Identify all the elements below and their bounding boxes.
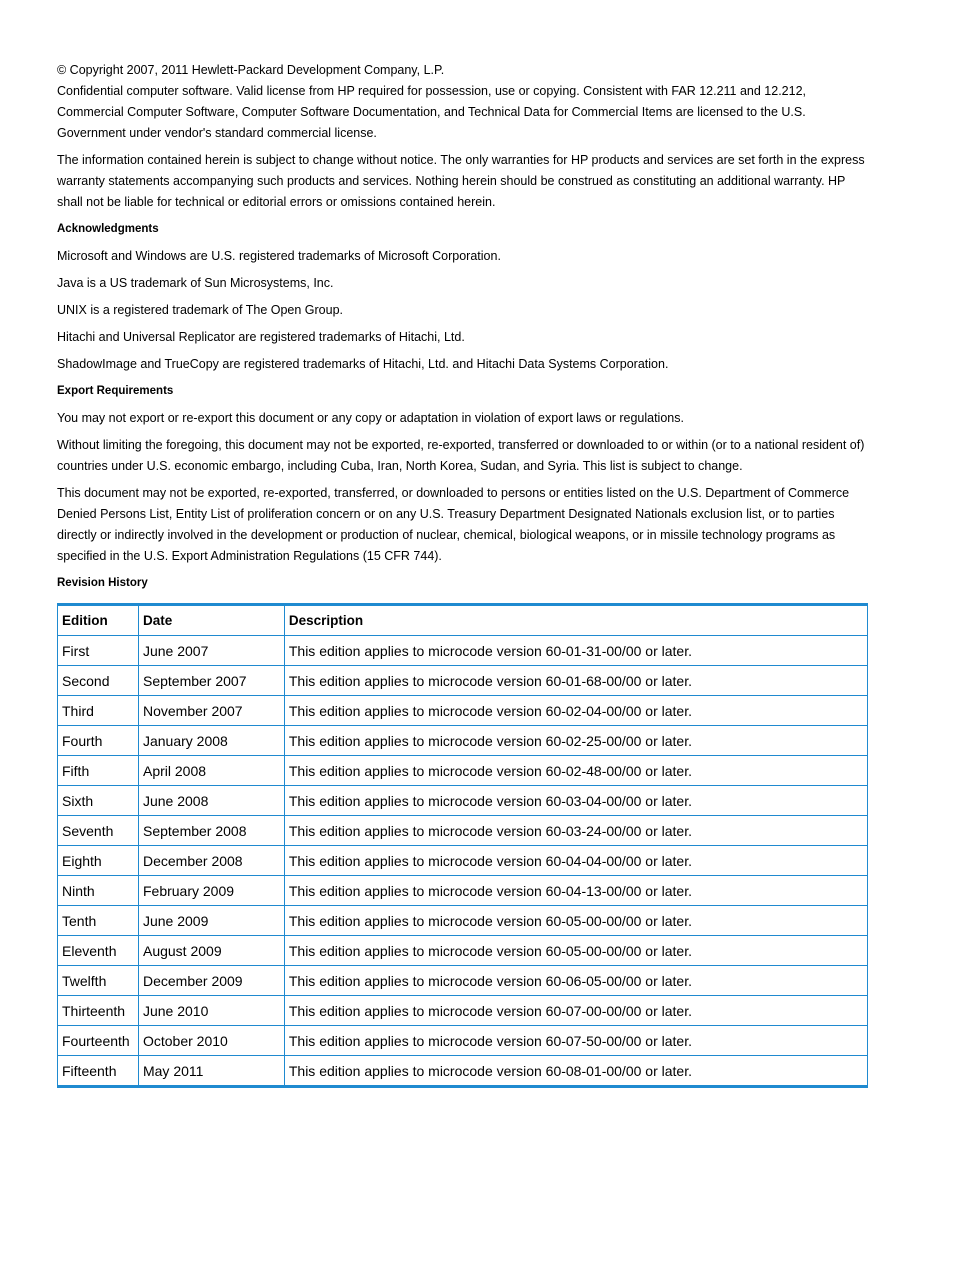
table-row — [58, 816, 868, 846]
table-row — [58, 876, 868, 906]
trademark-unix: UNIX is a registered trademark of The Open Group. — [57, 303, 344, 317]
cell-description: This edition applies to microcode version 60-07-50-00/00 or later. — [284, 1026, 867, 1056]
cell-date: May 2011 — [138, 1056, 284, 1087]
revision-history-heading: Revision History — [57, 577, 148, 589]
export-paragraph-3: This document may not be exported, re-exported, transferred, or downloaded to persons or entities listed on the U.S. Department of Commerce Denied Persons List, Entity List of proliferation concern or on any U.S. Treasury Department Designated Nationals exclusion list, or to parties directly or indirectly involved in the development or production of nuclear, chemical, biological weapons, or in missile technology programs as specified in the U.S. Export Administration Regulations (15 CFR 744). — [57, 486, 850, 563]
table-row — [58, 966, 868, 996]
license-paragraph: Confidential computer software. Valid license from HP required for possession, use or copying. Consistent with FAR 12.211 and 12.212, Commercial Computer Software, Computer Software Documentation, and Technical Data for Commercial Items are licensed to the U.S. Government under vendor's standard commercial license. — [57, 84, 807, 140]
table-row — [58, 1056, 868, 1087]
table-header-row — [58, 605, 868, 636]
table-row — [58, 996, 868, 1026]
cell-date: February 2009 — [138, 876, 284, 906]
cell-edition: Fifth — [58, 756, 139, 786]
cell-edition: Eleventh — [58, 936, 139, 966]
cell-description: This edition applies to microcode version 60-03-24-00/00 or later. — [284, 816, 867, 846]
cell-description: This edition applies to microcode version 60-01-31-00/00 or later. — [284, 636, 867, 666]
export-heading: Export Requirements — [57, 385, 174, 397]
cell-date: June 2009 — [138, 906, 284, 936]
cell-edition: Eighth — [58, 846, 139, 876]
cell-description: This edition applies to microcode version 60-07-00-00/00 or later. — [284, 996, 867, 1026]
cell-description: This edition applies to microcode version 60-01-68-00/00 or later. — [284, 666, 867, 696]
cell-description: This edition applies to microcode version 60-02-48-00/00 or later. — [284, 756, 867, 786]
cell-edition: Fifteenth — [58, 1056, 139, 1087]
cell-date: January 2008 — [138, 726, 284, 756]
export-paragraph-1: You may not export or re-export this document or any copy or adaptation in violation of export laws or regulations. — [57, 411, 684, 425]
table-row — [58, 696, 868, 726]
warranty-paragraph: The information contained herein is subject to change without notice. The only warranties for HP products and services are set forth in the express warranty statements accompanying such products and services. Nothing herein should be construed as constituting an additional warranty. HP shall not be liable for technical or editorial errors or omissions contained herein. — [57, 153, 865, 209]
export-paragraph-2: Without limiting the foregoing, this document may not be exported, re-exported, transferred or downloaded to or within (or to a national resident of) countries under U.S. economic embargo, including Cuba, Iran, North Korea, Sudan, and Syria. This list is subject to change. — [57, 438, 865, 473]
cell-edition: Fourteenth — [58, 1026, 139, 1056]
column-header-description: Description — [284, 605, 867, 636]
cell-date: August 2009 — [138, 936, 284, 966]
table-row — [58, 636, 868, 666]
table-row — [58, 1026, 868, 1056]
acknowledgments-heading: Acknowledgments — [57, 223, 159, 235]
table-row — [58, 846, 868, 876]
cell-date: April 2008 — [138, 756, 284, 786]
table-row — [58, 786, 868, 816]
table-row — [58, 756, 868, 786]
cell-date: November 2007 — [138, 696, 284, 726]
cell-date: October 2010 — [138, 1026, 284, 1056]
document-page — [57, 60, 868, 1088]
cell-edition: Sixth — [58, 786, 139, 816]
cell-description: This edition applies to microcode version 60-04-04-00/00 or later. — [284, 846, 867, 876]
cell-edition: Ninth — [58, 876, 139, 906]
revision-table-body — [58, 636, 868, 1087]
table-row — [58, 666, 868, 696]
cell-edition: Tenth — [58, 906, 139, 936]
cell-description: This edition applies to microcode version 60-05-00-00/00 or later. — [284, 936, 867, 966]
trademark-hitachi: Hitachi and Universal Replicator are registered trademarks of Hitachi, Ltd. — [57, 330, 465, 344]
cell-edition: Thirteenth — [58, 996, 139, 1026]
cell-edition: Seventh — [58, 816, 139, 846]
cell-description: This edition applies to microcode version 60-04-13-00/00 or later. — [284, 876, 867, 906]
table-row — [58, 936, 868, 966]
cell-edition: Fourth — [58, 726, 139, 756]
cell-description: This edition applies to microcode version 60-02-25-00/00 or later. — [284, 726, 867, 756]
cell-edition: Twelfth — [58, 966, 139, 996]
trademark-java: Java is a US trademark of Sun Microsystems, Inc. — [57, 276, 334, 290]
cell-date: June 2008 — [138, 786, 284, 816]
cell-description: This edition applies to microcode version 60-03-04-00/00 or later. — [284, 786, 867, 816]
cell-edition: Second — [58, 666, 139, 696]
column-header-date: Date — [138, 605, 284, 636]
trademark-microsoft: Microsoft and Windows are U.S. registered trademarks of Microsoft Corporation. — [57, 249, 501, 263]
revision-history-table — [57, 603, 868, 1088]
cell-date: September 2007 — [138, 666, 284, 696]
cell-description: This edition applies to microcode version 60-06-05-00/00 or later. — [284, 966, 867, 996]
cell-date: June 2007 — [138, 636, 284, 666]
cell-date: December 2009 — [138, 966, 284, 996]
cell-description: This edition applies to microcode version 60-02-04-00/00 or later. — [284, 696, 867, 726]
cell-edition: First — [58, 636, 139, 666]
table-row — [58, 726, 868, 756]
cell-description: This edition applies to microcode version 60-05-00-00/00 or later. — [284, 906, 867, 936]
trademark-shadowimage: ShadowImage and TrueCopy are registered trademarks of Hitachi, Ltd. and Hitachi Data Systems Corporation. — [57, 357, 669, 371]
cell-date: June 2010 — [138, 996, 284, 1026]
column-header-edition: Edition — [58, 605, 139, 636]
cell-date: September 2008 — [138, 816, 284, 846]
cell-description: This edition applies to microcode version 60-08-01-00/00 or later. — [284, 1056, 867, 1087]
copyright-notice: © Copyright 2007, 2011 Hewlett-Packard Development Company, L.P. — [57, 63, 445, 77]
cell-edition: Third — [58, 696, 139, 726]
table-row — [58, 906, 868, 936]
cell-date: December 2008 — [138, 846, 284, 876]
